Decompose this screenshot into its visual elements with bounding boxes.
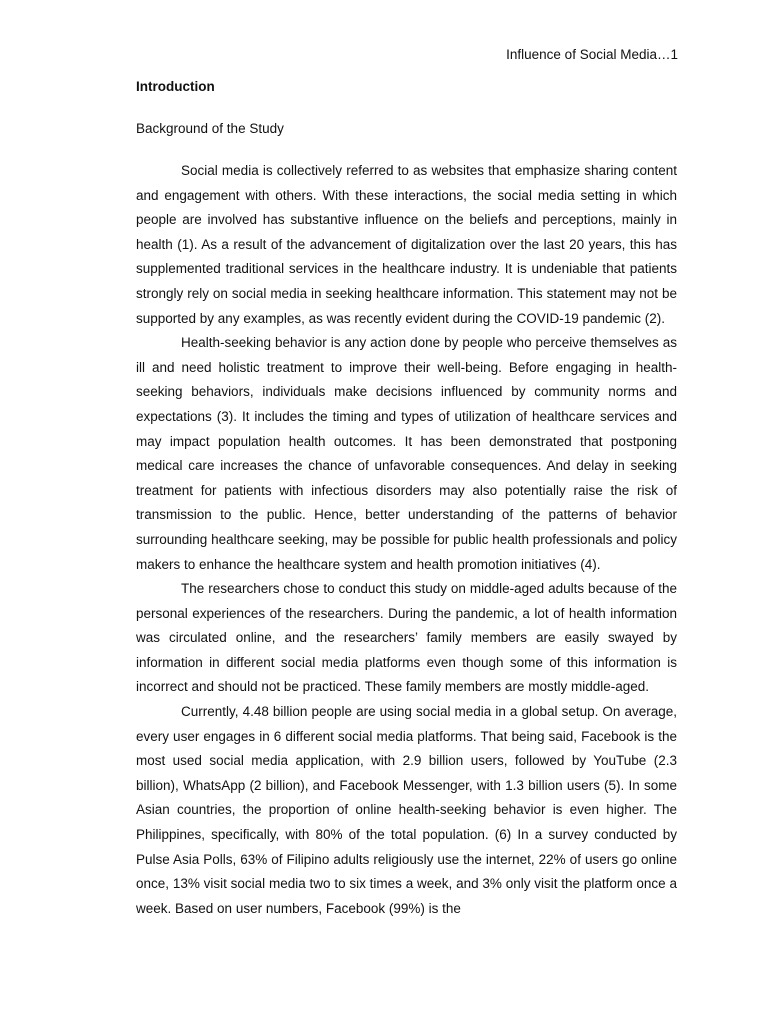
paragraph-social-media: Social media is collectively referred to as websites that emphasize sharing content and engagement with others. With these interactions, the social media setting in which people are involved has substantive influence on the beliefs and perceptions, mainly in health (1). As a result of the advancement of digitalization over the last 20 years, this has supplemented traditional services in the healthcare industry. It is undeniable that patients strongly rely on social media in seeking healthcare information. This statement may not be supported by any examples, as was recently evident during the COVID-19 pandemic (2). xyxy=(136,163,677,326)
section-subtitle: Background of the Study xyxy=(136,121,284,136)
paragraph-researchers: The researchers chose to conduct this study on middle-aged adults because of the personal experiences of the researchers. During the pandemic, a lot of health information was circulated online, and the researchers’ family members are easily swayed by information in different social media platforms even though some of this information is incorrect and should not be practiced. These family members are mostly middle-aged. xyxy=(136,581,677,695)
page-body xyxy=(136,78,677,921)
paragraph-statistics: Currently, 4.48 billion people are using social media in a global setup. On average, every user engages in 6 different social media platforms. That being said, Facebook is the most used social media application, with 2.9 billion users, followed by YouTube (2.3 billion), WhatsApp (2 billion), and Facebook Messenger, with 1.3 billion users (5). In some Asian countries, the proportion of online health-seeking behavior is even higher. The Philippines, specifically, with 80% of the total population. (6) In a survey conducted by Pulse Asia Polls, 63% of Filipino adults religiously use the internet, 22% of users go online once, 13% visit social media two to six times a week, and 3% only visit the platform once a week. Based on user numbers, Facebook (99%) is the xyxy=(136,704,677,916)
paragraph-health-seeking: Health-seeking behavior is any action done by people who perceive themselves as ill and need holistic treatment to improve their well-being. Before engaging in health-seeking behaviors, individuals make decisions influenced by community norms and expectations (3). It includes the timing and types of utilization of healthcare services and may impact population health outcomes. It has been demonstrated that postponing medical care increases the chance of unfavorable consequences. And delay in seeking treatment for patients with infectious disorders may also potentially raise the risk of transmission to the public. Hence, better understanding of the patterns of behavior surrounding healthcare seeking, may be possible for public health professionals and policy makers to enhance the healthcare system and health promotion initiatives (4). xyxy=(136,335,677,572)
section-title: Introduction xyxy=(136,79,215,94)
running-header: Influence of Social Media…1 xyxy=(506,47,678,62)
